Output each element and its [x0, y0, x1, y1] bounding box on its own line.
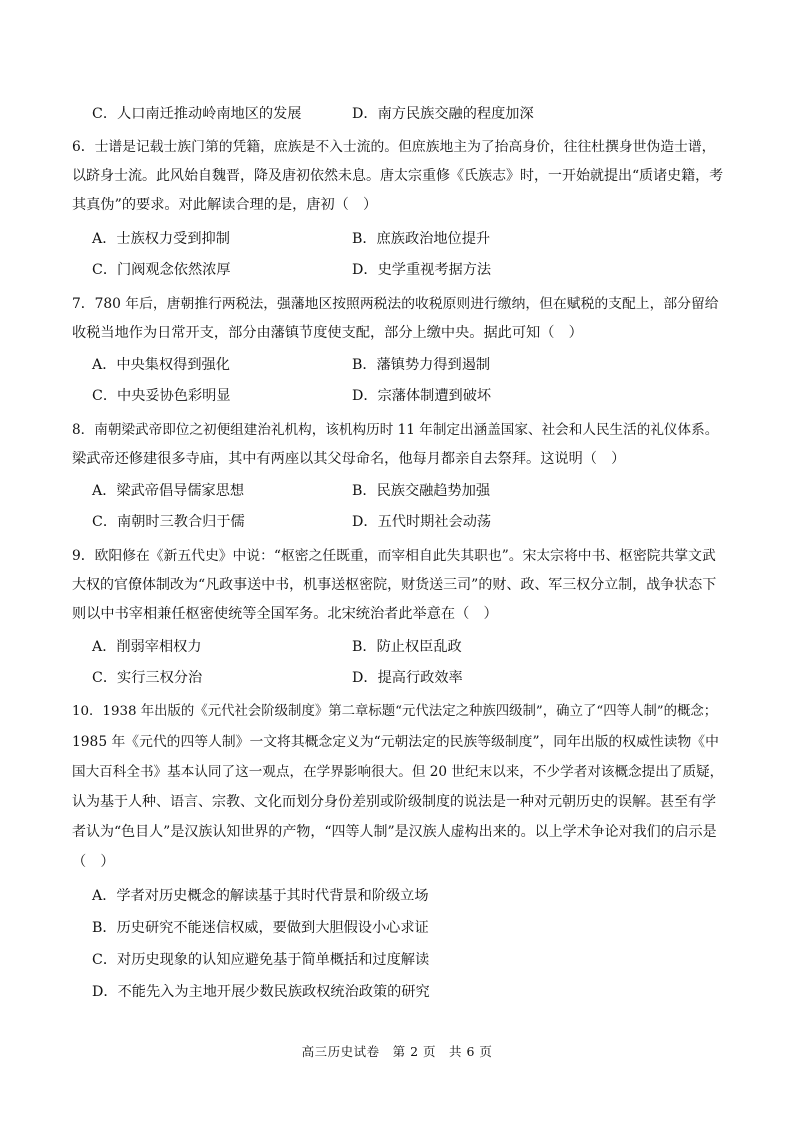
q10-stem-line-2: 1985 年《元代的四等人制》一文将其概念定义为“元朝法定的民族等级制度”，同年出版的权威性读物《中 — [72, 734, 719, 750]
q8-stem-line-1: 8．南朝梁武帝即位之初便组建治礼机构，该机构历时 11 年制定出涵盖国家、社会和人民生活的礼仪体系。 — [72, 422, 719, 438]
q8-option-d: D．五代时期社会动荡 — [352, 514, 492, 530]
q7-option-a: A．中央集权得到强化 — [92, 357, 230, 373]
q6-option-d: D．史学重视考据方法 — [352, 262, 492, 278]
q6-option-c: C．门阀观念依然浓厚 — [92, 262, 231, 278]
q10-option-b: B．历史研究不能迷信权威，要做到大胆假设小心求证 — [92, 920, 429, 936]
q10-stem-line-3: 国大百科全书》基本认同了这一观点，在学界影响很大。但 20 世纪末以来，不少学者对该概念提出了质疑， — [72, 764, 724, 780]
q10-option-a: A．学者对历史概念的解读基于其时代背景和阶级立场 — [92, 888, 429, 904]
q9-stem-line-3: 则以中书宰相兼任枢密使统等全国军务。北宋统治者此举意在（ ） — [72, 606, 498, 622]
q9-option-c: C．实行三权分治 — [92, 670, 203, 686]
q9-option-b: B．防止权臣乱政 — [352, 639, 462, 655]
q9-option-a: A．削弱宰相权力 — [92, 639, 202, 655]
q9-stem-line-1: 9．欧阳修在《新五代史》中说：“枢密之任既重，而宰相自此失其职也”。宋太宗将中书、枢密院共掌文武 — [72, 548, 716, 564]
q9-option-d: D．提高行政效率 — [352, 670, 463, 686]
q8-option-b: B．民族交融趋势加强 — [352, 483, 491, 499]
q10-option-d: D．不能先入为主地开展少数民族政权统治政策的研究 — [92, 984, 430, 1000]
q6-option-b: B．庶族政治地位提升 — [352, 231, 491, 247]
q7-stem-line-2: 收税当地作为日常开支，部分由藩镇节度使支配，部分上缴中央。据此可知（ ） — [72, 325, 583, 341]
q6-stem-line-2: 以跻身士流。此风始自魏晋，降及唐初依然未息。唐太宗重修《氏族志》时，一开始就提出“质诸史籍，考 — [72, 168, 724, 184]
q10-stem-line-6: （ ） — [72, 854, 115, 870]
q6-stem-line-1: 6．士谱是记载士族门第的凭籍，庶族是不入士流的。但庶族地主为了抬高身价，往往杜撰身世伪造士谱， — [72, 139, 716, 155]
q7-option-c: C．中央妥协色彩明显 — [92, 388, 231, 404]
q10-stem-line-4: 认为基于人种、语言、宗教、文化而划分身份差别或阶级制度的说法是一种对元朝历史的误解。甚至有学 — [72, 794, 716, 810]
q7-option-d: D．宗藩体制遭到破坏 — [352, 388, 492, 404]
q9-stem-line-2: 大权的官僚体制改为“凡政事送中书，机事送枢密院，财货送三司”的财、政、军三权分立制，战争状态下 — [72, 577, 717, 593]
q6-option-a: A．士族权力受到抑制 — [92, 231, 230, 247]
q8-option-c: C．南朝时三教合归于儒 — [92, 514, 245, 530]
q8-option-a: A．梁武帝倡导儒家思想 — [92, 483, 245, 499]
q5-option-d: D．南方民族交融的程度加深 — [352, 106, 534, 122]
q7-option-b: B．藩镇势力得到遏制 — [352, 357, 491, 373]
q10-stem-line-5: 者认为“色目人”是汉族认知世界的产物，“四等人制”是汉族人虚构出来的。以上学术争论对我们的启示是 — [72, 824, 717, 840]
q5-option-c: C．人口南迁推动岭南地区的发展 — [92, 106, 302, 122]
q8-stem-line-2: 梁武帝还修建很多寺庙，其中有两座以其父母命名，他每月都亲自去祭拜。这说明（ ） — [72, 451, 626, 467]
q7-stem-line-1: 7．780 年后，唐朝推行两税法，强藩地区按照两税法的收税原则进行缴纳，但在赋税的支配上，部分留给 — [72, 296, 719, 312]
page-footer: 高三历史试卷 第 2 页 共 6 页 — [301, 1044, 493, 1059]
q10-option-c: C．对历史现象的认知应避免基于简单概括和过度解读 — [92, 952, 430, 968]
q6-stem-line-3: 其真伪”的要求。对此解读合理的是，唐初（ ） — [72, 197, 378, 213]
q10-stem-line-1: 10．1938 年出版的《元代社会阶级制度》第二章标题“元代法定之种族四级制”，确立了“四等人制”的概念； — [72, 704, 718, 719]
